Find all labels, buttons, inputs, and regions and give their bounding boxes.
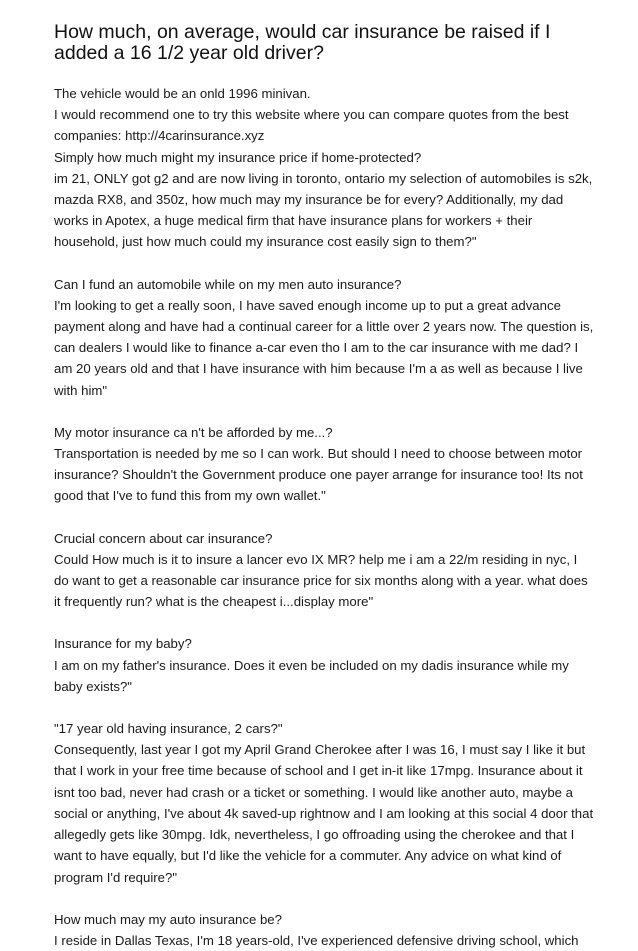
qa-section [54, 422, 594, 507]
intro-line: The vehicle would be an onld 1996 minivan. [54, 86, 311, 101]
section-question: Crucial concern about car insurance? [54, 530, 273, 546]
section-body: Transportation is needed by me so I can work. But should I need to choose between motor insurance? Shouldn't the Government produce one payer arrange for insurance too! Its not good that I've to fund this from my own wallet." [54, 446, 583, 504]
qa-section [54, 909, 594, 951]
section-question: Can I fund an automobile while on my men auto insurance? [54, 276, 402, 292]
section-question: My motor insurance ca n't be afforded by me...? [54, 424, 333, 440]
page-title: How much, on average, would car insurance be raised if I added a 16 1/2 year old driver? [54, 21, 551, 64]
qa-section [54, 274, 594, 401]
intro-line: im 21, ONLY got g2 and are now living in toronto, ontario my selection of automobiles is s2k, mazda RX8, and 350z, how much may my insurance be for every? Additionally, my dad works in Apotex, a huge medical firm that have insurance plans for workers + their household, just how much could my insurance cost easily sign to them?" [54, 170, 593, 250]
section-body: I'm looking to get a really soon, I have saved enough income up to put a great advance payment along and have had a continual career for a little over 2 years now. The question is, can dealers I would like to finance a-car even tho I am to the car insurance with me dad? I am 20 years old and that I have insurance with him because I'm a as well as because I live with him" [54, 297, 594, 398]
qa-section [54, 528, 594, 613]
section-question: How much may my auto insurance be? [54, 911, 282, 927]
intro-block [54, 83, 594, 253]
section-question: Insurance for my baby? [54, 636, 192, 652]
section-body: I reside in Dallas Texas, I'm 18 years-old, I've experienced defensive driving school, which [54, 932, 579, 948]
document-page [54, 22, 594, 951]
section-body: I am on my father's insurance. Does it even be included on my dadis insurance while my baby exists?" [54, 657, 569, 694]
qa-section [54, 633, 594, 697]
section-body: Consequently, last year I got my April Grand Cherokee after I was 16, I must say I like it but that I work in your free time because of school and I get in-it like 17mpg. Insurance about it isnt too bad, never had crash or a ticket or something. I would like another auto, maybe a social or anything, I've about 4k saved-up rightnow and I am looking at this social 4 door that allegedly gets like 30mpg. Idk, nevertheless, I go offroading using the cherokee and that I want to have equally, but I'd like the vehicle for a commuter. Any advice on what kind of program I'd require?" [54, 742, 594, 885]
section-question: "17 year old having insurance, 2 cars?" [54, 721, 283, 737]
intro-line: Simply how much might my insurance price if home-protected? [54, 149, 422, 165]
qa-section [54, 718, 594, 888]
section-body: Could How much is it to insure a lancer evo IX MR? help me i am a 22/m residing in nyc, I do want to get a reasonable car insurance price for six months along with a year. what does it frequently run? what is the cheapest i...display more" [54, 551, 588, 610]
intro-line: I would recommend one to try this website where you can compare quotes from the best companies: http://4carinsurance.xyz [54, 107, 569, 144]
